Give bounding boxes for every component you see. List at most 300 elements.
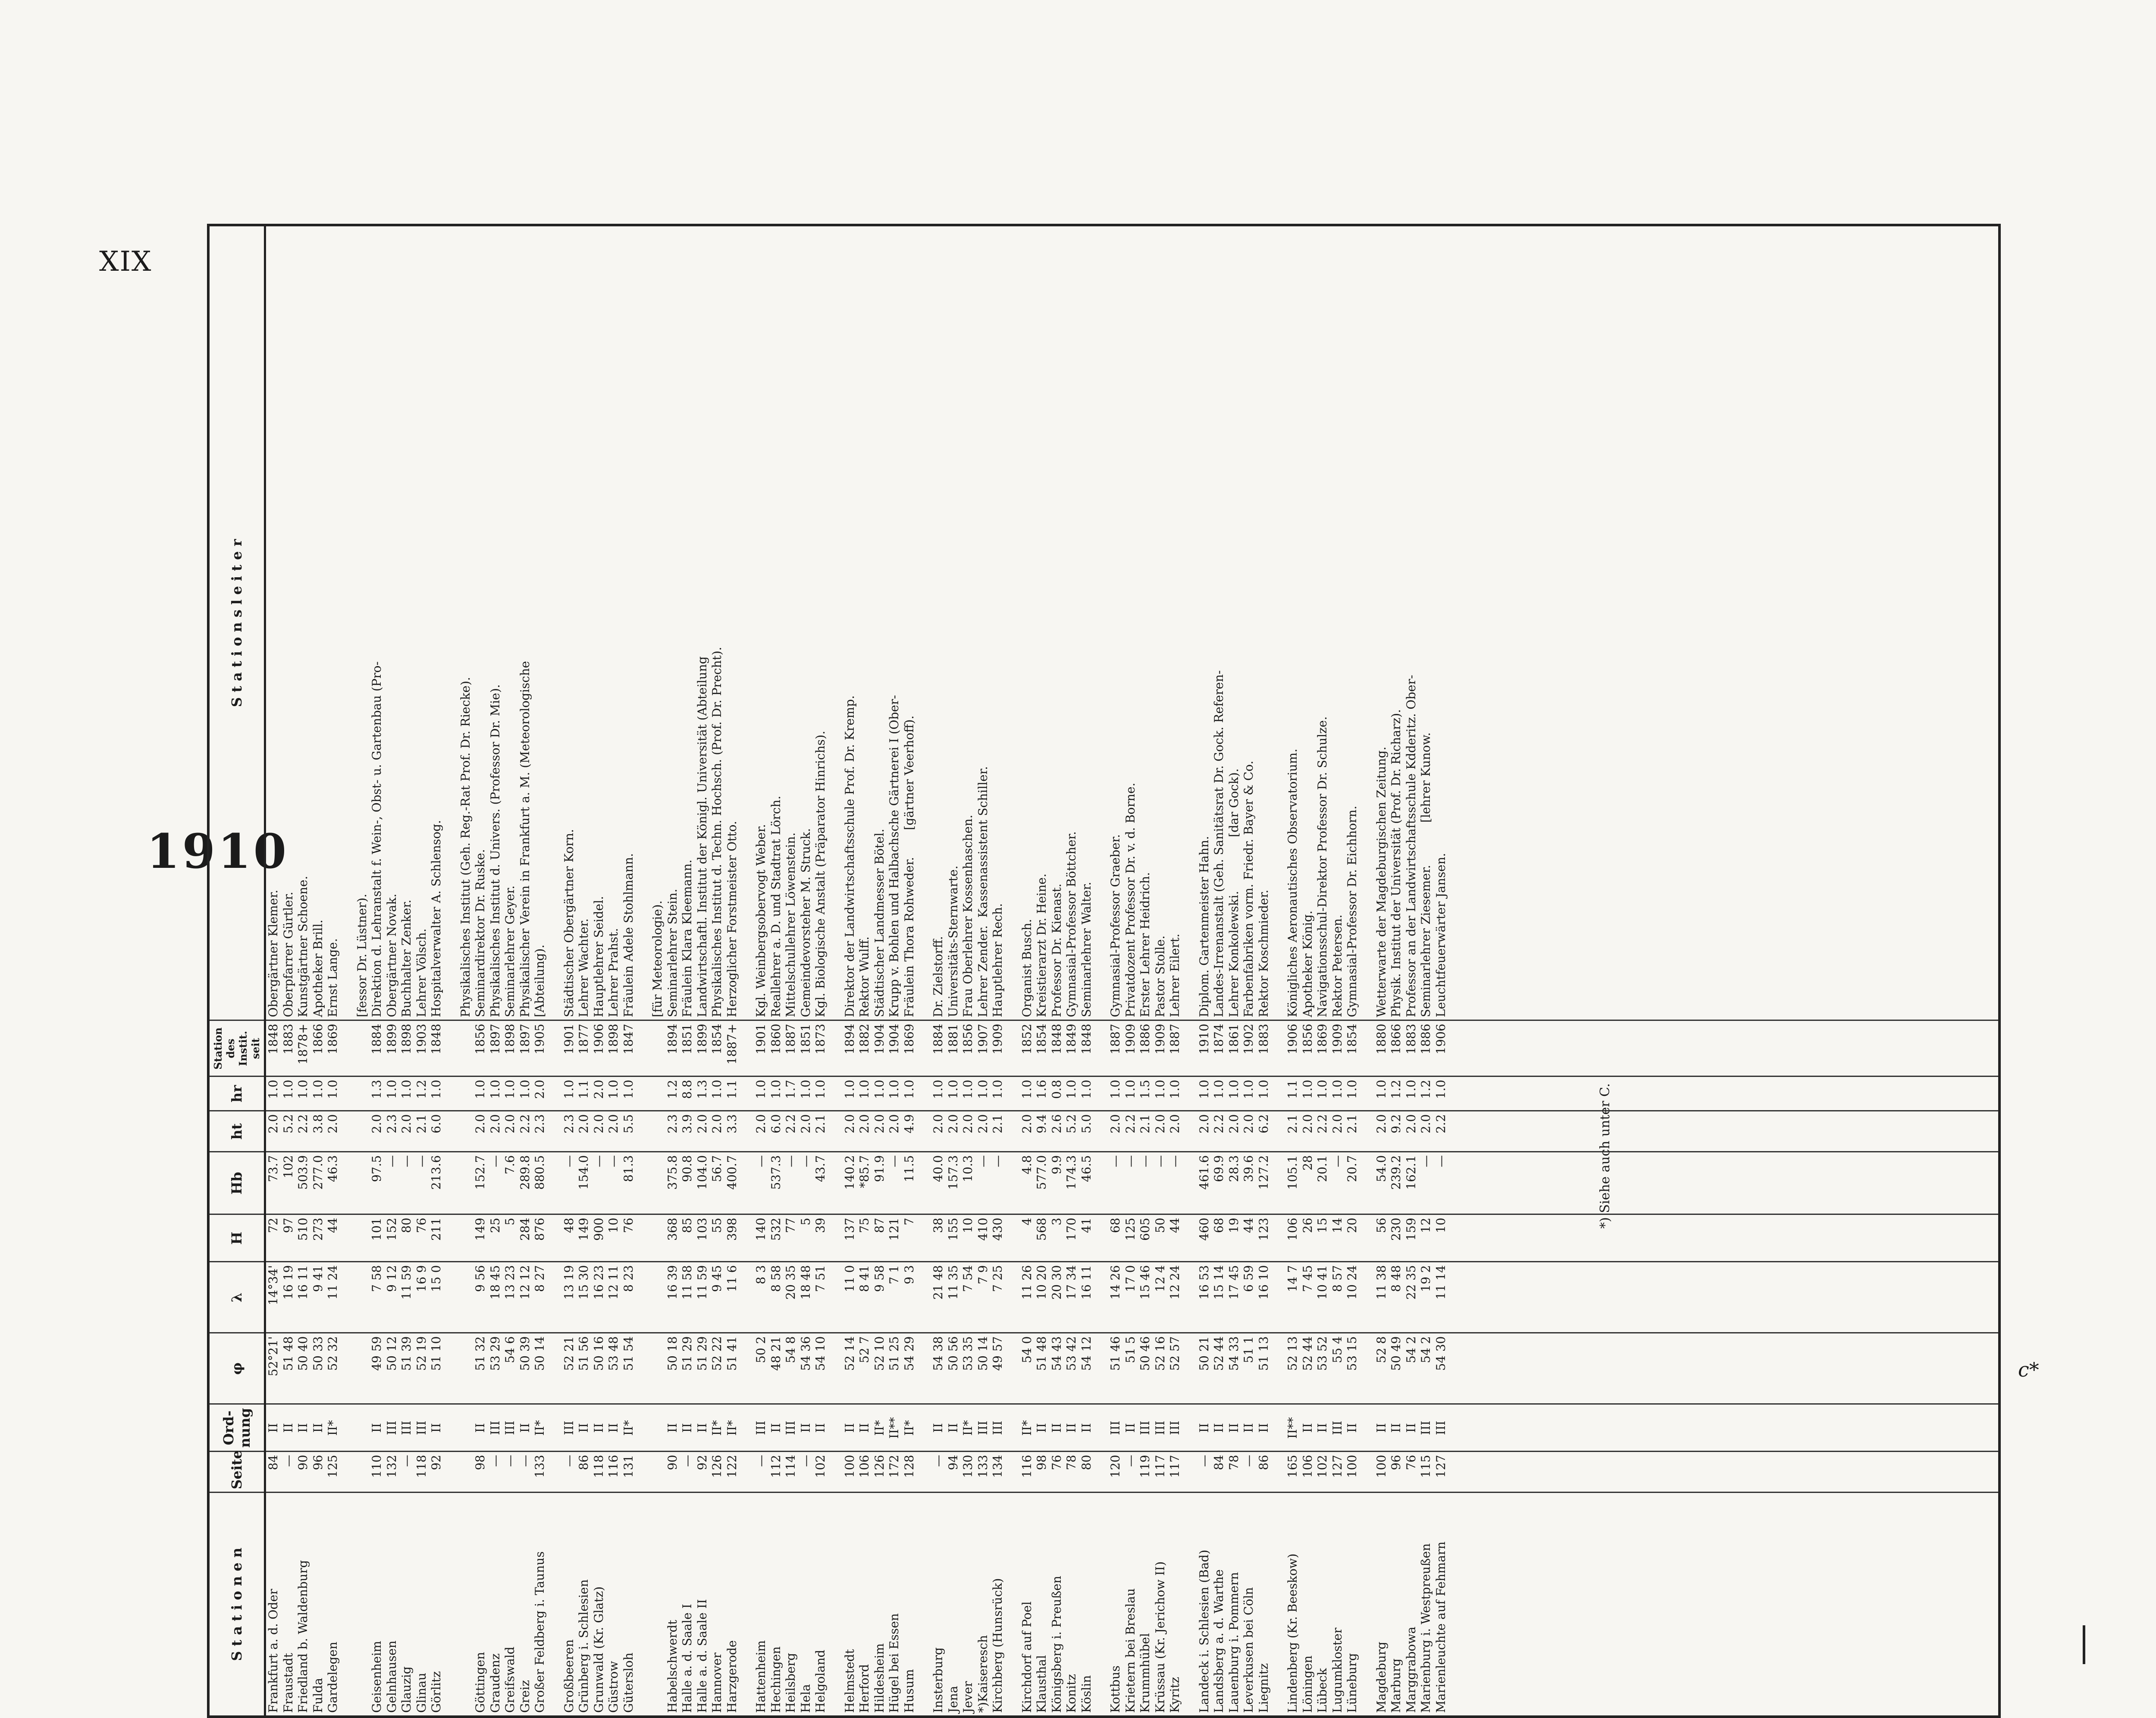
spacer-line (458, 1155, 473, 1211)
table-cell: 11 26 (1019, 1265, 1034, 1300)
table-cell: 17 34 (1064, 1265, 1078, 1300)
table-cell: 20 35 (783, 1265, 798, 1300)
table-cell: 18 48 (798, 1265, 813, 1300)
table-cell: 1.0 (266, 1080, 280, 1099)
table-cell: 1887 (1168, 1023, 1182, 1055)
table-cell: 3.8 (310, 1114, 325, 1134)
table-cell: 16 39 (665, 1265, 680, 1300)
table-cell: 8 27 (533, 1265, 547, 1292)
table-cell: 537.3 (768, 1155, 783, 1190)
table-cell: 78 (1064, 1455, 1078, 1471)
spacer-line (458, 1024, 473, 1073)
table-cell: Glinau (414, 1672, 429, 1713)
table-cell: 1.0 (473, 1080, 487, 1099)
row-group (562, 1024, 636, 1073)
table-cell: 2.0 (1108, 1114, 1122, 1134)
table-cell: 1848 (429, 1023, 443, 1055)
row-group (650, 1024, 740, 1073)
table-cell: 51 41 (724, 1336, 739, 1371)
table-cell: 102 (281, 1155, 295, 1178)
table-cell: 1884 (370, 1023, 384, 1055)
table-cell: Physikalischer Verein in Frankfurt a. M. (Meteorologische (517, 661, 532, 1017)
table-cell: 43.7 (813, 1155, 827, 1182)
table-cell: 20.1 (1315, 1155, 1329, 1182)
table-cell: Fräulein Adele Stohlmann. (621, 853, 636, 1017)
table-cell: 503.9 (296, 1155, 310, 1190)
table-cell: Kottbus (1108, 1665, 1122, 1713)
row-group (562, 1218, 636, 1259)
table-cell: 2.1 (1285, 1114, 1300, 1134)
table-cell: Königsberg i. Preußen (1049, 1576, 1064, 1713)
table-cell: Lindenberg (Kr. Beeskow) (1285, 1553, 1300, 1713)
table-cell: Farbenfabriken vorm. Friedr. Bayer & Co. (1241, 760, 1256, 1017)
spacer-line (650, 1336, 665, 1401)
table-cell: — (517, 1455, 532, 1467)
row-group (1108, 1496, 1183, 1713)
table-cell: 50 33 (310, 1336, 325, 1371)
table-cell: 1.0 (1226, 1080, 1241, 1099)
table-cell: 1878+ (296, 1023, 310, 1065)
row-group (1020, 1024, 1094, 1073)
table-cell: II (473, 1423, 487, 1433)
table-cell: 127 (1433, 1455, 1448, 1478)
table-cell: Herford (857, 1664, 871, 1713)
row-group (754, 1218, 828, 1259)
spacer-line (458, 1265, 473, 1330)
table-cell: Krummhübel (1138, 1633, 1152, 1713)
table-cell: 1.7 (783, 1080, 798, 1099)
table-cell: 1.0 (1079, 1080, 1094, 1099)
table-cell: 53 15 (1345, 1336, 1359, 1371)
table-cell: 11 24 (326, 1265, 340, 1300)
table-cell: 115 (1419, 1455, 1433, 1478)
table-cell: 2.0 (399, 1114, 414, 1134)
table-cell: Hügel bei Essen (887, 1613, 901, 1713)
table-cell: 14 26 (1108, 1265, 1122, 1300)
row-group (1020, 1408, 1094, 1449)
table-cell: II* (902, 1420, 916, 1436)
table-cell: 1.0 (1153, 1080, 1167, 1099)
table-cell: 87 (872, 1217, 887, 1233)
table-cell: 7 45 (1300, 1265, 1315, 1292)
table-cell: 100 (1374, 1455, 1388, 1478)
table-cell: — (591, 1155, 606, 1167)
table-cell: 56.7 (710, 1155, 724, 1182)
table-cell: 1904 (872, 1023, 887, 1055)
row-group (1108, 1455, 1183, 1490)
table-cell: 1.0 (975, 1080, 990, 1099)
table-cell: II (296, 1423, 310, 1433)
table-cell: 1851 (798, 1023, 813, 1055)
table-cell: 2.0 (857, 1114, 871, 1134)
table-cell: 1.0 (326, 1080, 340, 1099)
table-cell: 12 (1419, 1217, 1433, 1233)
table-cell: Kirchdorf auf Poel (1019, 1601, 1034, 1713)
table-cell: 2.2 (296, 1114, 310, 1134)
table-cell: Universitäts-Sternwarte. (946, 865, 960, 1017)
table-cell: 106 (857, 1455, 871, 1478)
table-cell: 54 8 (783, 1336, 798, 1363)
table-cell: 2.6 (1049, 1114, 1064, 1134)
row-group (1285, 1155, 1360, 1211)
table-cell: 114 (783, 1455, 798, 1478)
table-cell: 273 (310, 1217, 325, 1241)
table-cell: 86 (577, 1455, 591, 1471)
table-cell: 1848 (266, 1023, 280, 1055)
table-cell: 1883 (1256, 1023, 1271, 1055)
row-group (843, 1155, 917, 1211)
col-ordnung (265, 1404, 2000, 1452)
table-cell: 52 44 (1212, 1336, 1226, 1371)
table-cell: 1909 (1153, 1023, 1167, 1055)
table-cell: Hildesheim (872, 1643, 887, 1713)
table-cell: Obergärtner Klemer. (266, 889, 280, 1017)
table-cell: 38 (931, 1217, 945, 1233)
row-group (1108, 1024, 1183, 1073)
table-cell: 50 14 (975, 1336, 990, 1371)
row-group (266, 1265, 341, 1330)
table-cell: 110 (370, 1455, 384, 1478)
row-group (355, 1114, 444, 1149)
table-cell: 91.9 (872, 1155, 887, 1182)
table-cell: 51 13 (1256, 1336, 1271, 1371)
table-cell: Graudenz (488, 1653, 502, 1713)
table-cell: 5 (503, 1217, 517, 1226)
col-header-stationen: S t a t i o n e n (208, 1493, 265, 1717)
row-group (355, 1024, 444, 1073)
table-cell: 2.1 (1138, 1114, 1152, 1134)
table-cell: 20.7 (1345, 1155, 1359, 1182)
table-cell: 76 (621, 1217, 636, 1233)
table-cell: [für Meteorologie). (650, 900, 664, 1017)
table-cell: Güstrow (606, 1661, 620, 1713)
row-group (1197, 1024, 1272, 1073)
row-group (458, 1336, 548, 1401)
row-group (458, 229, 548, 1017)
table-cell: 54 30 (1433, 1336, 1448, 1371)
row-group (1374, 1218, 1449, 1259)
spacer-line (650, 1265, 665, 1330)
table-cell: Hauptlehrer Seidel. (591, 896, 606, 1017)
row-group (1197, 1496, 1272, 1713)
table-cell: Seminarlehrer Stein. (665, 889, 680, 1017)
spacer-line (355, 1496, 370, 1713)
table-cell: 15 0 (429, 1265, 443, 1292)
table-cell: Kgl. Biologische Anstalt (Präparator Hinrichs). (813, 731, 827, 1017)
table-cell: 510 (296, 1217, 310, 1241)
table-cell: 1869 (326, 1023, 340, 1055)
table-cell: 2.0 (326, 1114, 340, 1134)
row-group (650, 1336, 740, 1401)
table-cell: 2.0 (370, 1114, 384, 1134)
row-group (1197, 1218, 1272, 1259)
table-cell: 172 (887, 1455, 901, 1478)
table-cell: Glauzig (399, 1666, 414, 1713)
table-cell: 54.0 (1374, 1155, 1388, 1182)
table-cell: 165 (1285, 1455, 1300, 1478)
table-cell: Hechingen (768, 1646, 783, 1713)
table-cell: 54 33 (1226, 1336, 1241, 1371)
col-hr (265, 1076, 2000, 1111)
table-cell: 532 (768, 1217, 783, 1241)
table-cell: 10 24 (1345, 1265, 1359, 1300)
table-cell: Landwirtschaftl. Institut der Königl. Universität (Abteilung (695, 656, 709, 1017)
table-cell: Dr. Zielstorff. (931, 936, 945, 1017)
row-group (650, 1080, 740, 1108)
table-cell: 39.6 (1241, 1155, 1256, 1182)
table-cell: — (975, 1155, 990, 1167)
row-group (355, 1408, 444, 1449)
table-cell: 1.0 (1212, 1080, 1226, 1099)
table-cell: 1.0 (961, 1080, 975, 1099)
table-cell: 1.0 (1108, 1080, 1122, 1099)
table-cell: Krietern bei Breslau (1123, 1588, 1138, 1713)
table-cell: 90 (665, 1455, 680, 1471)
table-cell: Physikalisches Institut (Geh. Reg.-Rat Prof. Dr. Riecke). (458, 677, 473, 1017)
table-cell: 1.3 (370, 1080, 384, 1099)
table-cell: — (680, 1455, 694, 1467)
table-cell: Hauptlehrer Rech. (990, 903, 1005, 1017)
table-cell: Lehrer Prahst. (606, 928, 620, 1017)
table-cell: Rektor Petersen. (1330, 914, 1344, 1017)
table-cell: 7 58 (370, 1265, 384, 1292)
spacer-line (355, 1408, 370, 1449)
row-group (266, 1336, 341, 1401)
table-cell: II* (961, 1420, 975, 1436)
table-cell: 1906 (1285, 1023, 1300, 1055)
table-cell: 2.0 (591, 1080, 606, 1099)
table-cell: 10 (961, 1217, 975, 1233)
table-cell: 1.0 (503, 1080, 517, 1099)
row-group (931, 1218, 1006, 1259)
row-group (1108, 1218, 1183, 1259)
table-cell: 3 (1049, 1217, 1064, 1226)
table-cell: 1887 (783, 1023, 798, 1055)
table-cell: — (488, 1455, 502, 1467)
table-cell: 76 (1404, 1455, 1418, 1471)
table-cell: 40.0 (931, 1155, 945, 1182)
table-cell: 20 30 (1049, 1265, 1064, 1300)
table-cell: II (813, 1423, 827, 1433)
table-cell: 2.0 (798, 1114, 813, 1134)
table-cell: III (399, 1421, 414, 1435)
table-cell: II* (724, 1420, 739, 1436)
table-cell: 239.2 (1389, 1155, 1403, 1190)
table-cell: Grünberg i. Schlesien (577, 1579, 591, 1713)
table-cell: Seminarlehrer Geyer. (503, 885, 517, 1017)
row-group (1020, 1080, 1094, 1108)
col-header-hb: Hb (208, 1152, 265, 1214)
table-cell: 2.0 (1197, 1114, 1211, 1134)
table-cell: Landeck i. Schlesien (Bad) (1197, 1549, 1211, 1713)
table-cell: 14 7 (1285, 1265, 1300, 1292)
row-group (1374, 1114, 1449, 1149)
table-cell: III (503, 1421, 517, 1435)
table-cell: 9 56 (473, 1265, 487, 1292)
table-cell: II (266, 1423, 280, 1433)
table-cell: 1.5 (1138, 1080, 1152, 1099)
table-cell: 51 29 (695, 1336, 709, 1371)
table-cell: 50 16 (591, 1336, 606, 1371)
row-group (1108, 1155, 1183, 1211)
table-cell: 55 (710, 1217, 724, 1233)
station-table-rotated (207, 226, 2001, 1718)
table-cell: 1910 (1197, 1023, 1211, 1055)
table-cell: — (887, 1155, 901, 1167)
table-cell: Kirchberg (Hunsrück) (990, 1578, 1005, 1713)
table-cell: 277.0 (310, 1155, 325, 1190)
table-cell: 7 51 (813, 1265, 827, 1292)
table-cell: 16 23 (591, 1265, 606, 1300)
table-cell: 77 (783, 1217, 798, 1233)
table-cell: 78 (1226, 1455, 1241, 1471)
table-cell: 1852 (1019, 1023, 1034, 1055)
table-cell: 1907 (975, 1023, 990, 1055)
spacer-line (355, 1024, 370, 1073)
table-cell: — (281, 1455, 295, 1467)
table-cell: 11 38 (1374, 1265, 1388, 1300)
row-group (266, 229, 341, 1017)
table-cell: II (1404, 1423, 1418, 1433)
table-cell: II (1226, 1423, 1241, 1433)
table-cell: 460 (1197, 1217, 1211, 1241)
table-cell: 1861 (1226, 1023, 1241, 1055)
row-group (931, 1080, 1006, 1108)
table-cell: — (503, 1455, 517, 1467)
row-group (266, 1024, 341, 1073)
table-cell: 1897 (517, 1023, 532, 1055)
table-cell: 159 (1404, 1217, 1418, 1241)
table-cell: Physikalisches Institut d. Techn. Hochsch. (Prof. Dr. Precht). (710, 647, 724, 1017)
table-cell: 53 42 (1064, 1336, 1078, 1371)
table-cell: Löningen (1300, 1655, 1315, 1713)
table-cell: 1887 (1108, 1023, 1122, 1055)
table-cell: 213.6 (429, 1155, 443, 1190)
table-cell: 1886 (1138, 1023, 1152, 1055)
row-group (931, 1024, 1006, 1073)
col-header-ordnung: Ord-nung (208, 1404, 265, 1452)
table-cell: 106 (1300, 1455, 1315, 1478)
table-cell: II (1345, 1423, 1359, 1433)
spacer-line (355, 1218, 370, 1259)
col-stationsleiter (265, 225, 2000, 1020)
table-cell: Städtischer Obergärtner Korn. (561, 829, 576, 1017)
table-cell: 1.0 (1300, 1080, 1315, 1099)
row-group (843, 1496, 917, 1713)
table-cell: 51 32 (473, 1336, 487, 1371)
corner-signature-mark: c* (2018, 1358, 2039, 1381)
spacer-line (650, 1455, 665, 1490)
table-cell: 1897 (488, 1023, 502, 1055)
table-cell: Gemeindevorsteher M. Struck. (798, 828, 813, 1017)
table-cell: 52 7 (857, 1336, 871, 1363)
table-cell: 96 (1389, 1455, 1403, 1471)
table-cell: 76 (1049, 1455, 1064, 1471)
table-cell: 56 (1374, 1217, 1388, 1233)
table-cell: Krupp v. Bohlen und Halbachsche Gärtnerei I (Ober- (887, 695, 901, 1017)
table-cell: 5.0 (1079, 1114, 1094, 1134)
table-cell: — (1419, 1155, 1433, 1167)
spacer-line (650, 1496, 665, 1713)
row-group (754, 1455, 828, 1490)
table-cell: Pastor Stolle. (1153, 935, 1167, 1017)
spacer-line (650, 1080, 665, 1108)
row-group (458, 1265, 548, 1330)
table-cell: 5.2 (281, 1114, 295, 1134)
table-cell: Halle a. d. Saale II (695, 1599, 709, 1713)
table-cell: 131 (621, 1455, 636, 1478)
table-cell: 1909 (1330, 1023, 1344, 1055)
table-cell: 80 (1079, 1455, 1094, 1471)
table-cell: 16 19 (281, 1265, 295, 1300)
table-cell: 85 (680, 1217, 694, 1233)
table-cell: 9.2 (1389, 1114, 1403, 1134)
table-cell: 52 22 (710, 1336, 724, 1371)
table-cell: Gardelegen (326, 1642, 340, 1713)
table-cell: III (783, 1421, 798, 1435)
table-cell: III (990, 1421, 1005, 1435)
table-cell: 51 48 (281, 1336, 295, 1371)
table-cell: 119 (1138, 1455, 1152, 1478)
table-cell: 0.8 (1049, 1080, 1064, 1099)
row-group (266, 1114, 341, 1149)
row-group (355, 1218, 444, 1259)
table-cell: Hattenheim (754, 1640, 768, 1713)
row-group (843, 1455, 917, 1490)
table-cell: 122 (724, 1455, 739, 1478)
row-group (1374, 229, 1449, 1017)
table-cell: 15 14 (1212, 1265, 1226, 1300)
row-group (1197, 1114, 1272, 1149)
table-cell: — (488, 1155, 502, 1167)
table-cell: 126 (710, 1455, 724, 1478)
table-cell: 7 (902, 1217, 916, 1226)
table-cell: — (931, 1455, 945, 1467)
table-cell: 149 (577, 1217, 591, 1241)
table-cell: 1.0 (1345, 1080, 1359, 1099)
row-group (1374, 1265, 1449, 1330)
table-cell: 7 1 (887, 1265, 901, 1285)
table-cell: 1856 (1300, 1023, 1315, 1055)
table-cell: Lübeck (1315, 1668, 1329, 1713)
table-cell: II (591, 1423, 606, 1433)
table-cell: 7 9 (975, 1265, 990, 1285)
table-cell: 1.0 (488, 1080, 502, 1099)
table-cell: 2.1 (1345, 1114, 1359, 1134)
table-cell: 52 16 (1153, 1336, 1167, 1371)
table-cell: 7 54 (961, 1265, 975, 1292)
table-cell: Jever (961, 1681, 975, 1713)
table-cell: 152 (384, 1217, 399, 1241)
row-group (843, 1080, 917, 1108)
table-cell: 13 23 (503, 1265, 517, 1300)
row-group (1285, 1080, 1360, 1108)
table-cell: 100 (842, 1455, 857, 1478)
row-group (1285, 1336, 1360, 1401)
table-cell: 1.6 (1034, 1080, 1049, 1099)
table-cell: Herzoglicher Forstmeister Otto. (724, 821, 739, 1017)
table-cell: 50 12 (384, 1336, 399, 1371)
row-group (266, 1408, 341, 1449)
row-group (1108, 229, 1183, 1017)
table-cell: 155 (946, 1217, 960, 1241)
row-group (1020, 1265, 1094, 1330)
table-cell: 2.0 (1374, 1114, 1388, 1134)
row-group (1020, 1114, 1094, 1149)
table-cell: 44 (1168, 1217, 1182, 1233)
table-cell: 11 0 (842, 1265, 857, 1292)
table-body-row (265, 225, 2000, 1717)
